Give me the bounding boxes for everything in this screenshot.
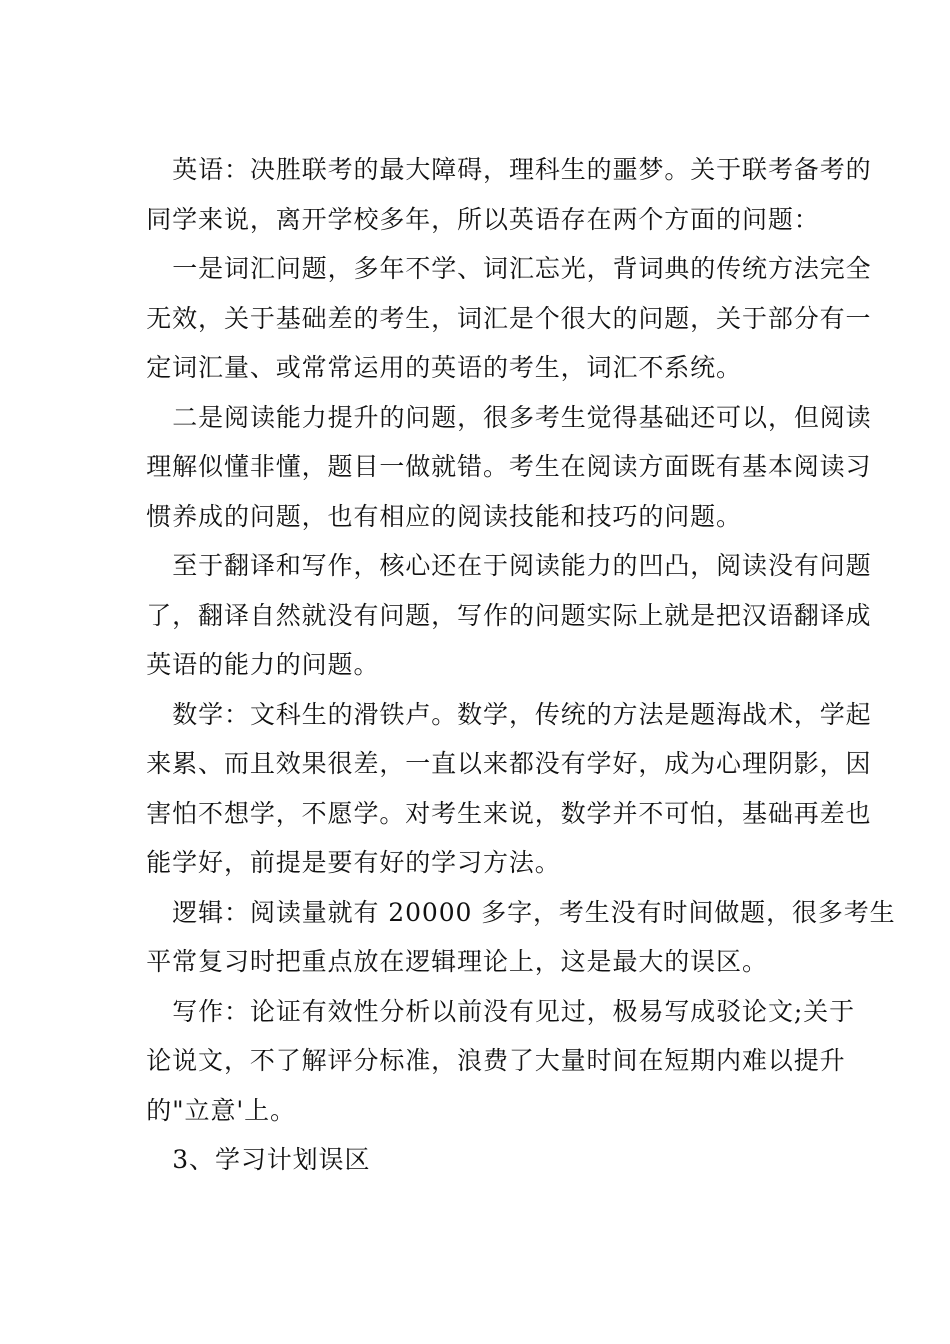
text-line: 写作：论证有效性分析以前没有见过，极易写成驳论文;关于: [172, 996, 855, 1026]
document-body: [120, 145, 896, 1185]
paragraph-reading-problem: [120, 393, 872, 542]
text-line: 定词汇量、或常常运用的英语的考生，词汇不系统。: [146, 353, 742, 382]
text-line: 惯养成的问题，也有相应的阅读技能和技巧的问题。: [146, 501, 742, 531]
paragraph-english-intro: [120, 145, 872, 244]
text-line: 至于翻译和写作，核心还在于阅读能力的凹凸，阅读没有问题: [172, 551, 872, 580]
paragraph-math: [120, 690, 872, 888]
text-line: 害怕不想学，不愿学。对考生来说，数学并不可怕，基础再差也: [146, 798, 872, 828]
text-line: 无效，关于基础差的考生，词汇是个很大的问题，关于部分有一: [146, 303, 872, 333]
text-line: 二是阅读能力提升的问题，很多考生觉得基础还可以，但阅读: [172, 402, 872, 432]
paragraph-vocabulary-problem: [120, 244, 872, 393]
text-line: 能学好，前提是要有好的学习方法。: [146, 848, 561, 877]
text-line: 同学来说，离开学校多年，所以英语存在两个方面的问题：: [146, 204, 820, 234]
paragraph-writing: [120, 987, 855, 1136]
text-line: 英语的能力的问题。: [146, 650, 380, 679]
text-line: 论说文，不了解评分标准，浪费了大量时间在短期内难以提升: [146, 1046, 846, 1075]
text-line: 来累、而且效果很差，一直以来都没有学好，成为心理阴影，因: [146, 749, 872, 778]
text-line: 一是词汇问题，多年不学、词汇忘光，背词典的传统方法完全: [172, 254, 872, 283]
text-line: 数学：文科生的滑铁卢。数学，传统的方法是题海战术，学起: [172, 699, 872, 729]
section-heading-study-plan: [120, 1135, 832, 1185]
text-line: 的"立意'上。: [146, 1095, 296, 1125]
heading-text: 3、学习计划误区: [172, 1145, 371, 1174]
text-line: 了，翻译自然就没有问题，写作的问题实际上就是把汉语翻译成: [146, 600, 872, 630]
text-line: 英语：决胜联考的最大障碍，理科生的噩梦。关于联考备考的: [172, 155, 872, 184]
text-line: 理解似懂非懂，题目一做就错。考生在阅读方面既有基本阅读习: [146, 452, 872, 481]
text-line: 逻辑：阅读量就有 20000 多字，考生没有时间做题，很多考生: [172, 897, 896, 927]
text-line: 平常复习时把重点放在逻辑理论上，这是最大的误区。: [146, 947, 768, 976]
paragraph-logic: [120, 888, 896, 987]
paragraph-translation-writing: [120, 541, 872, 690]
